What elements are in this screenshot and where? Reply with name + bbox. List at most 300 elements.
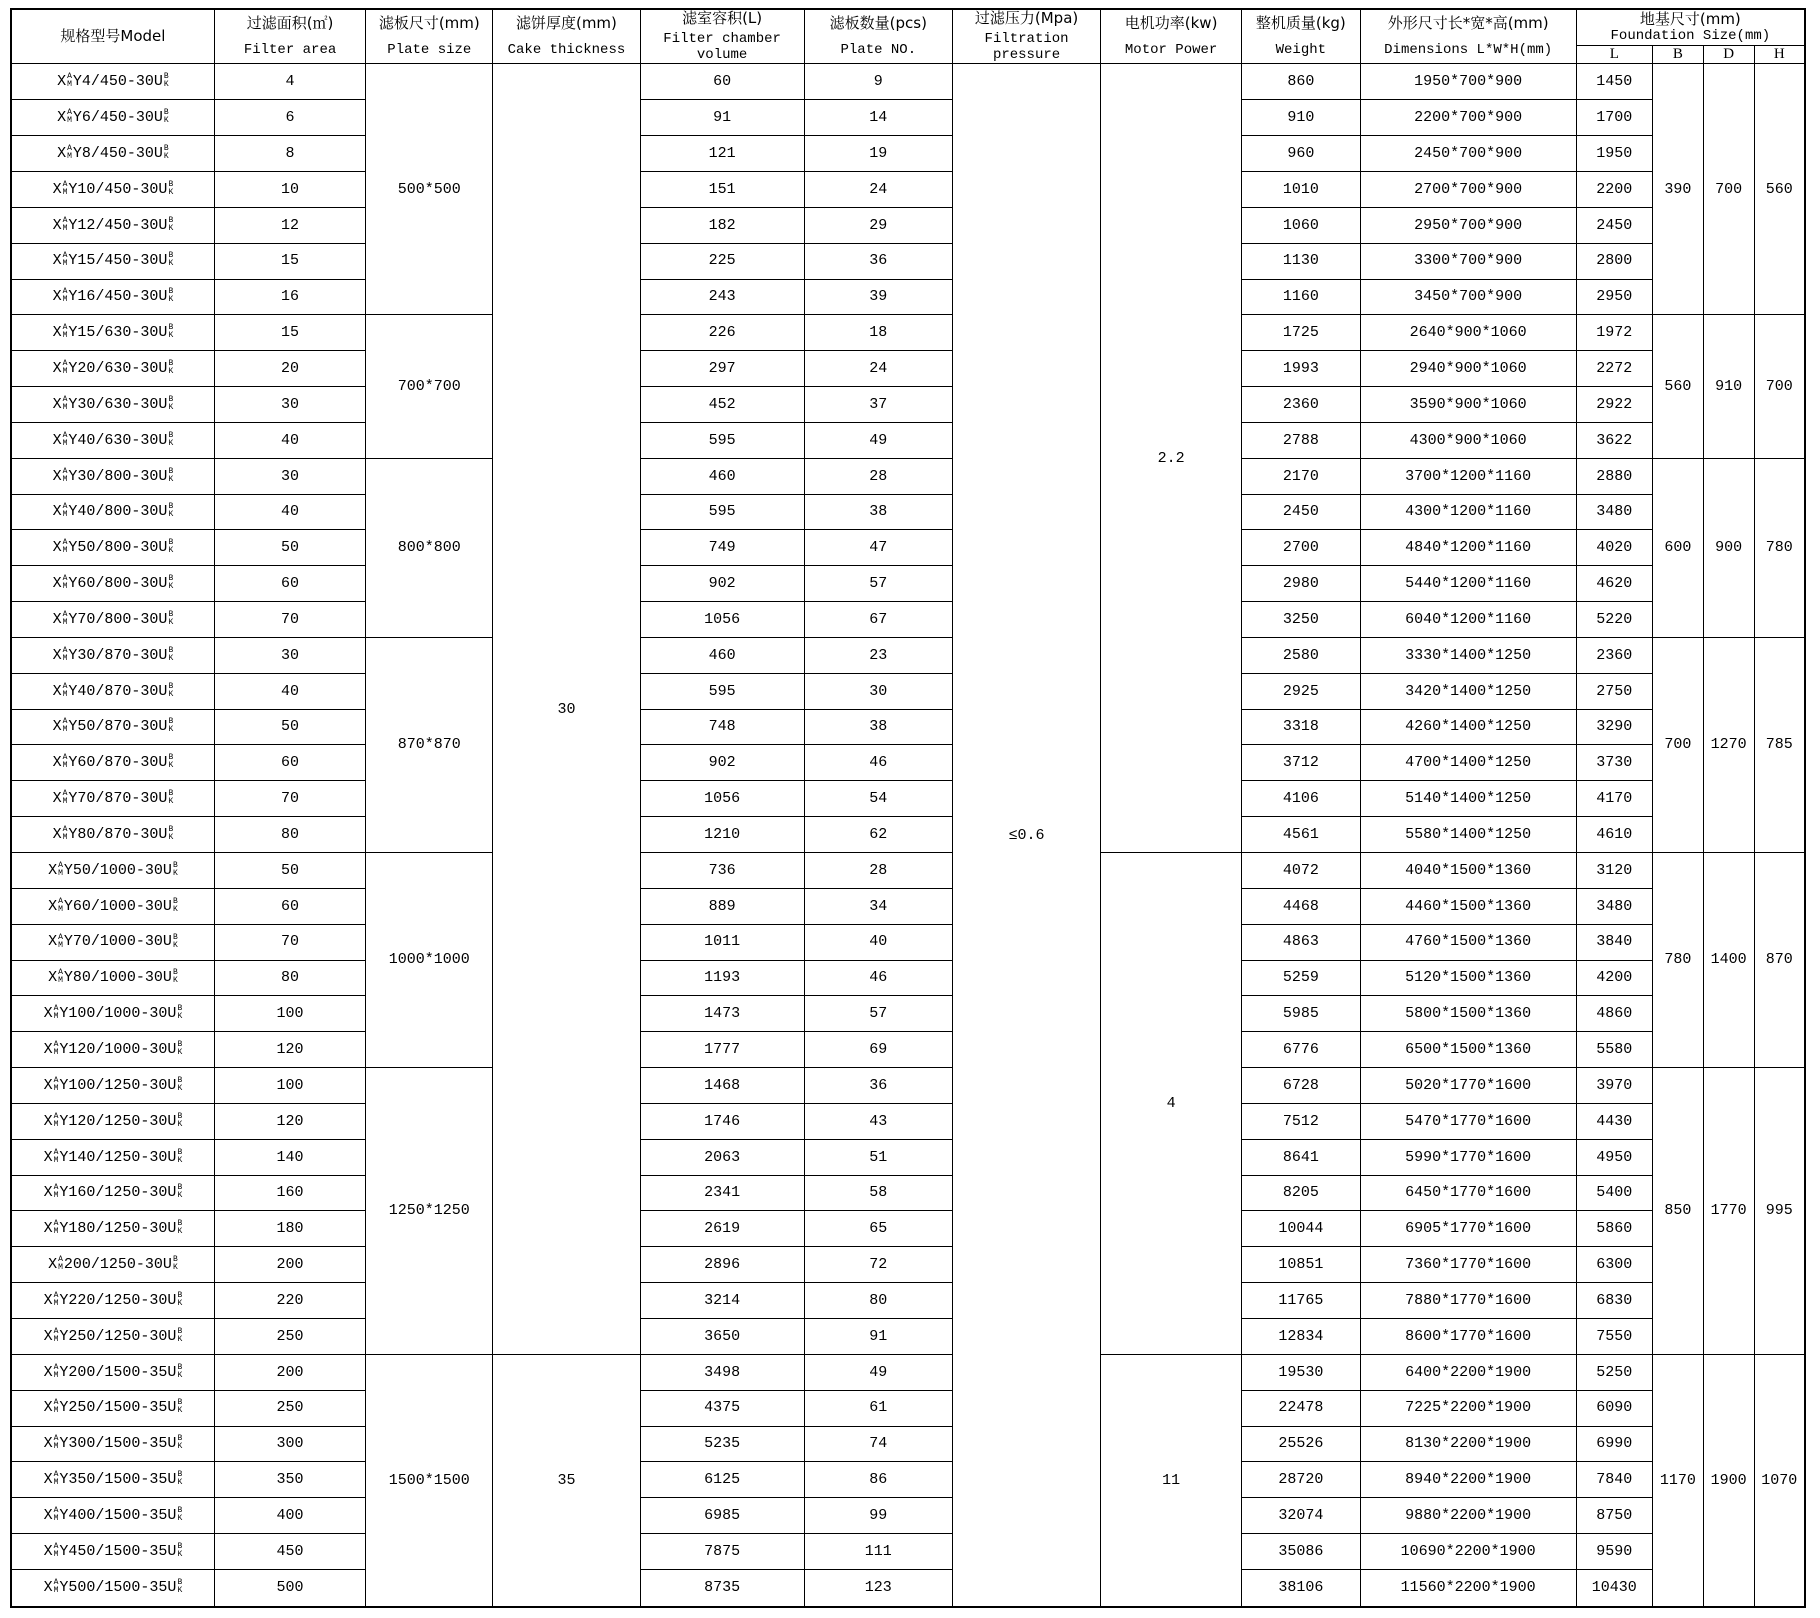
cell-filter-area: 6	[214, 100, 365, 136]
model-variant-stack: A M	[62, 179, 68, 197]
cell-foundation-d: 910	[1703, 315, 1754, 458]
model-prefix: X	[48, 861, 58, 879]
model-variant-stack: A M	[53, 1578, 59, 1596]
cell-foundation-l: 4950	[1576, 1139, 1652, 1175]
table-row	[11, 207, 1805, 243]
model-code: Y40/870-30U	[68, 682, 168, 700]
cell-model	[11, 1534, 214, 1570]
cell-chamber-volume: 5235	[640, 1426, 804, 1462]
model-code: Y500/1500-35U	[59, 1579, 177, 1597]
model-prefix: X	[57, 144, 67, 162]
table-row	[11, 171, 1805, 207]
model-code: 200/1250-30U	[63, 1256, 172, 1274]
cell-chamber-volume: 1011	[640, 924, 804, 960]
cell-weight: 2450	[1242, 494, 1361, 530]
cell-foundation-l: 2272	[1576, 351, 1652, 387]
model-suffix-stack: B K	[168, 753, 174, 771]
cell-foundation-h: 1070	[1754, 1354, 1805, 1607]
cell-weight: 1060	[1242, 207, 1361, 243]
model-variant-stack: A M	[62, 394, 68, 412]
cell-foundation-d: 900	[1703, 458, 1754, 637]
cell-filter-area: 30	[214, 458, 365, 494]
cell-filtration-pressure: ≤0.6	[952, 64, 1100, 1607]
table-row	[11, 1534, 1805, 1570]
cell-foundation-h: 560	[1754, 64, 1805, 315]
model-suffix-stack: B K	[177, 1506, 183, 1524]
model-prefix: X	[52, 503, 62, 521]
cell-plate-no: 28	[804, 853, 952, 889]
model-code: Y40/800-30U	[68, 503, 168, 521]
cell-weight: 4561	[1242, 817, 1361, 853]
cell-plate-no: 47	[804, 530, 952, 566]
cell-dimensions: 2700*700*900	[1360, 171, 1576, 207]
cell-plate-no: 57	[804, 996, 952, 1032]
cell-plate-no: 80	[804, 1283, 952, 1319]
table-row	[11, 960, 1805, 996]
model-variant-stack: A M	[58, 968, 63, 986]
model-prefix: X	[43, 1435, 53, 1453]
model-code: Y180/1250-30U	[59, 1220, 177, 1238]
cell-chamber-volume: 748	[640, 709, 804, 745]
cell-chamber-volume: 8735	[640, 1569, 804, 1606]
cell-dimensions: 5580*1400*1250	[1360, 817, 1576, 853]
cell-model	[11, 924, 214, 960]
cell-foundation-l: 2950	[1576, 279, 1652, 315]
cell-foundation-h: 785	[1754, 637, 1805, 852]
model-code: Y15/630-30U	[68, 324, 168, 342]
cell-plate-no: 57	[804, 566, 952, 602]
cell-filter-area: 60	[214, 745, 365, 781]
model-code: Y40/630-30U	[68, 431, 168, 449]
cell-filter-area: 500	[214, 1569, 365, 1606]
model-prefix: X	[52, 646, 62, 664]
header-pressure	[952, 9, 1100, 64]
cell-plate-no: 49	[804, 1354, 952, 1390]
cell-foundation-b: 600	[1652, 458, 1703, 637]
model-code: Y8/450-30U	[72, 144, 163, 162]
cell-filter-area: 160	[214, 1175, 365, 1211]
cell-model	[11, 566, 214, 602]
model-prefix: X	[43, 1399, 53, 1417]
cell-chamber-volume: 151	[640, 171, 804, 207]
cell-model	[11, 1498, 214, 1534]
model-variant-stack: A M	[58, 1255, 63, 1273]
model-variant-stack: A M	[67, 108, 72, 126]
cell-dimensions: 7225*2200*1900	[1360, 1390, 1576, 1426]
table-row	[11, 64, 1805, 100]
model-prefix: X	[43, 1579, 53, 1597]
cell-chamber-volume: 736	[640, 853, 804, 889]
cell-plate-no: 67	[804, 602, 952, 638]
model-variant-stack: A M	[53, 1111, 59, 1129]
cell-weight: 35086	[1242, 1534, 1361, 1570]
header-chamber-volume-cn: 滤室容积(L)	[682, 9, 763, 27]
header-cake-thickness-cn: 滤饼厚度(mm)	[515, 14, 617, 33]
cell-foundation-l: 3970	[1576, 1068, 1652, 1104]
model-variant-stack: A M	[62, 538, 68, 556]
cell-foundation-l: 4860	[1576, 996, 1652, 1032]
model-code: Y100/1000-30U	[59, 1005, 177, 1023]
cell-chamber-volume: 121	[640, 136, 804, 172]
model-code: Y60/1000-30U	[63, 897, 172, 915]
model-variant-stack: A M	[53, 1147, 59, 1165]
model-variant-stack: A M	[53, 1506, 59, 1524]
cell-chamber-volume: 1210	[640, 817, 804, 853]
cell-foundation-l: 5400	[1576, 1175, 1652, 1211]
cell-filter-area: 50	[214, 530, 365, 566]
cell-model	[11, 351, 214, 387]
model-code: Y15/450-30U	[68, 252, 168, 270]
model-variant-stack: A M	[62, 824, 68, 842]
cell-plate-no: 62	[804, 817, 952, 853]
cell-plate-no: 69	[804, 1032, 952, 1068]
model-prefix: X	[52, 395, 62, 413]
cell-model	[11, 709, 214, 745]
cell-model	[11, 960, 214, 996]
table-row	[11, 924, 1805, 960]
cell-dimensions: 5140*1400*1250	[1360, 781, 1576, 817]
cell-plate-no: 28	[804, 458, 952, 494]
model-suffix-stack: B K	[168, 645, 174, 663]
model-suffix-stack: B K	[168, 681, 174, 699]
model-code: Y300/1500-35U	[59, 1435, 177, 1453]
table-row	[11, 745, 1805, 781]
cell-plate-no: 14	[804, 100, 952, 136]
cell-chamber-volume: 749	[640, 530, 804, 566]
model-code: Y200/1500-35U	[59, 1363, 177, 1381]
model-code: Y10/450-30U	[68, 180, 168, 198]
cell-foundation-l: 5860	[1576, 1211, 1652, 1247]
cell-model	[11, 1247, 214, 1283]
model-suffix-stack: B K	[177, 1111, 183, 1129]
table-row	[11, 279, 1805, 315]
model-suffix-stack: B K	[168, 430, 174, 448]
table-row	[11, 494, 1805, 530]
model-prefix: X	[43, 1542, 53, 1560]
cell-weight: 10851	[1242, 1247, 1361, 1283]
cell-weight: 3318	[1242, 709, 1361, 745]
model-prefix: X	[52, 252, 62, 270]
model-suffix-stack: B K	[172, 896, 178, 914]
cell-filter-area: 16	[214, 279, 365, 315]
model-suffix-stack: B K	[177, 1434, 183, 1452]
model-code: Y80/870-30U	[68, 825, 168, 843]
cell-foundation-l: 4430	[1576, 1103, 1652, 1139]
model-prefix: X	[43, 1184, 53, 1202]
model-variant-stack: A M	[62, 430, 68, 448]
model-variant-stack: A M	[53, 1219, 59, 1237]
cell-filter-area: 50	[214, 853, 365, 889]
model-suffix-stack: B K	[168, 789, 174, 807]
cell-foundation-l: 5220	[1576, 602, 1652, 638]
cell-foundation-l: 9590	[1576, 1534, 1652, 1570]
header-foundation	[1576, 9, 1805, 45]
cell-model	[11, 136, 214, 172]
cell-model	[11, 1068, 214, 1104]
model-variant-stack: A M	[53, 1362, 59, 1380]
model-prefix: X	[52, 575, 62, 593]
model-suffix-stack: B K	[177, 1362, 183, 1380]
cell-foundation-l: 1450	[1576, 64, 1652, 100]
cell-motor-power: 11	[1101, 1354, 1242, 1607]
model-prefix: X	[52, 431, 62, 449]
model-suffix-stack: B K	[177, 1326, 183, 1344]
model-suffix-stack: B K	[172, 932, 178, 950]
cell-chamber-volume: 902	[640, 566, 804, 602]
cell-chamber-volume: 1468	[640, 1068, 804, 1104]
cell-foundation-l: 6990	[1576, 1426, 1652, 1462]
cell-chamber-volume: 1056	[640, 602, 804, 638]
model-prefix: X	[43, 1471, 53, 1489]
model-prefix: X	[43, 1327, 53, 1345]
model-suffix-stack: B K	[168, 215, 174, 233]
cell-dimensions: 3450*700*900	[1360, 279, 1576, 315]
cell-weight: 22478	[1242, 1390, 1361, 1426]
cell-plate-size: 1250*1250	[366, 1068, 493, 1355]
model-prefix: X	[52, 754, 62, 772]
cell-foundation-h: 780	[1754, 458, 1805, 637]
header-foundation-cn: 地基尺寸(mm)	[1639, 9, 1741, 28]
cell-weight: 2925	[1242, 673, 1361, 709]
cell-weight: 4468	[1242, 888, 1361, 924]
model-prefix: X	[52, 180, 62, 198]
model-prefix: X	[52, 682, 62, 700]
cell-dimensions: 4700*1400*1250	[1360, 745, 1576, 781]
cell-model	[11, 1426, 214, 1462]
cell-foundation-l: 6830	[1576, 1283, 1652, 1319]
header-plate-no	[804, 9, 952, 64]
cell-model	[11, 1283, 214, 1319]
cell-weight: 28720	[1242, 1462, 1361, 1498]
model-code: Y140/1250-30U	[59, 1148, 177, 1166]
model-suffix-stack: B K	[177, 1040, 183, 1058]
header-motor-power-cn: 电机功率(kw)	[1124, 14, 1218, 33]
model-variant-stack: A M	[53, 1470, 59, 1488]
cell-foundation-l: 3120	[1576, 853, 1652, 889]
table-row	[11, 1211, 1805, 1247]
header-motor-power	[1101, 9, 1242, 64]
cell-dimensions: 11560*2200*1900	[1360, 1569, 1576, 1606]
cell-foundation-d: 700	[1703, 64, 1754, 315]
cell-plate-no: 19	[804, 136, 952, 172]
header-weight-cn: 整机质量(kg)	[1255, 14, 1346, 33]
model-suffix-stack: B K	[172, 1255, 178, 1273]
cell-plate-size: 870*870	[366, 637, 493, 852]
cell-plate-no: 40	[804, 924, 952, 960]
cell-weight: 11765	[1242, 1283, 1361, 1319]
cell-model	[11, 279, 214, 315]
cell-plate-no: 72	[804, 1247, 952, 1283]
cell-model	[11, 1139, 214, 1175]
model-variant-stack: A M	[67, 143, 72, 161]
model-code: Y6/450-30U	[72, 109, 163, 127]
cell-foundation-h: 700	[1754, 315, 1805, 458]
cell-model	[11, 888, 214, 924]
model-prefix: X	[57, 73, 67, 91]
cell-model	[11, 853, 214, 889]
cell-weight: 2580	[1242, 637, 1361, 673]
header-foundation-h: H	[1754, 45, 1805, 64]
cell-weight: 860	[1242, 64, 1361, 100]
cell-foundation-b: 390	[1652, 64, 1703, 315]
header-filter-area-en: Filter area	[243, 42, 337, 59]
cell-foundation-l: 2922	[1576, 387, 1652, 423]
table-row	[11, 1139, 1805, 1175]
cell-dimensions: 3420*1400*1250	[1360, 673, 1576, 709]
cell-filter-area: 80	[214, 817, 365, 853]
cell-dimensions: 5440*1200*1160	[1360, 566, 1576, 602]
cell-filter-area: 100	[214, 1068, 365, 1104]
table-row	[11, 1175, 1805, 1211]
model-variant-stack: A M	[62, 574, 68, 592]
cell-filter-area: 40	[214, 494, 365, 530]
cell-foundation-b: 1170	[1652, 1354, 1703, 1607]
cell-dimensions: 2950*700*900	[1360, 207, 1576, 243]
cell-foundation-d: 1400	[1703, 853, 1754, 1068]
model-suffix-stack: B K	[177, 1183, 183, 1201]
cell-chamber-volume: 2063	[640, 1139, 804, 1175]
table-row	[11, 1498, 1805, 1534]
model-suffix-stack: B K	[177, 1004, 183, 1022]
model-suffix-stack: B K	[177, 1541, 183, 1559]
model-variant-stack: A M	[53, 1398, 59, 1416]
model-suffix-stack: B K	[168, 251, 174, 269]
cell-dimensions: 1950*700*900	[1360, 64, 1576, 100]
model-prefix: X	[43, 1041, 53, 1059]
model-variant-stack: A M	[58, 932, 63, 950]
cell-filter-area: 250	[214, 1390, 365, 1426]
cell-foundation-l: 4200	[1576, 960, 1652, 996]
cell-plate-size: 1000*1000	[366, 853, 493, 1068]
table-body	[11, 64, 1805, 1607]
model-suffix-stack: B K	[163, 72, 169, 90]
cell-dimensions: 8940*2200*1900	[1360, 1462, 1576, 1498]
cell-foundation-b: 780	[1652, 853, 1703, 1068]
cell-weight: 38106	[1242, 1569, 1361, 1606]
model-code: Y160/1250-30U	[59, 1184, 177, 1202]
table-row	[11, 422, 1805, 458]
table-row	[11, 781, 1805, 817]
header-dimensions-en: Dimensions L*W*H(mm)	[1384, 42, 1553, 59]
table-row	[11, 1354, 1805, 1390]
cell-model	[11, 422, 214, 458]
header-row	[11, 9, 1805, 45]
model-prefix: X	[48, 933, 58, 951]
cell-model	[11, 100, 214, 136]
model-suffix-stack: B K	[168, 394, 174, 412]
cell-foundation-l: 5580	[1576, 1032, 1652, 1068]
cell-plate-no: 34	[804, 888, 952, 924]
table-row	[11, 996, 1805, 1032]
cell-dimensions: 5990*1770*1600	[1360, 1139, 1576, 1175]
cell-chamber-volume: 6985	[640, 1498, 804, 1534]
header-model-cn: 规格型号Model	[60, 27, 166, 46]
cell-foundation-h: 995	[1754, 1068, 1805, 1355]
model-variant-stack: A M	[53, 1183, 59, 1201]
table-row	[11, 1068, 1805, 1104]
cell-weight: 910	[1242, 100, 1361, 136]
cell-dimensions: 2200*700*900	[1360, 100, 1576, 136]
header-weight	[1242, 9, 1361, 64]
cell-model	[11, 315, 214, 351]
model-code: Y80/1000-30U	[63, 969, 172, 987]
header-pressure-cn: 过滤压力(Mpa)	[974, 9, 1079, 27]
cell-plate-no: 43	[804, 1103, 952, 1139]
table-row	[11, 530, 1805, 566]
model-code: Y60/800-30U	[68, 575, 168, 593]
cell-filter-area: 120	[214, 1032, 365, 1068]
table-row	[11, 1032, 1805, 1068]
table-row	[11, 315, 1805, 351]
cell-foundation-l: 8750	[1576, 1498, 1652, 1534]
table-row	[11, 1103, 1805, 1139]
cell-weight: 3712	[1242, 745, 1361, 781]
cell-model	[11, 781, 214, 817]
cell-plate-no: 61	[804, 1390, 952, 1426]
model-variant-stack: A M	[62, 789, 68, 807]
table-row	[11, 1283, 1805, 1319]
model-variant-stack: A M	[53, 1290, 59, 1308]
cell-model	[11, 171, 214, 207]
specification-table	[10, 8, 1806, 1608]
model-variant-stack: A M	[62, 215, 68, 233]
cell-weight: 1130	[1242, 243, 1361, 279]
table-row	[11, 888, 1805, 924]
table-row	[11, 709, 1805, 745]
cell-weight: 2700	[1242, 530, 1361, 566]
cell-model	[11, 1032, 214, 1068]
model-prefix: X	[52, 216, 62, 234]
cell-model	[11, 1318, 214, 1354]
cell-filter-area: 40	[214, 422, 365, 458]
cell-plate-no: 18	[804, 315, 952, 351]
cell-model	[11, 1103, 214, 1139]
model-variant-stack: A M	[62, 287, 68, 305]
cell-plate-size: 800*800	[366, 458, 493, 637]
cell-filter-area: 10	[214, 171, 365, 207]
cell-foundation-l: 3480	[1576, 494, 1652, 530]
model-code: Y120/1000-30U	[59, 1041, 177, 1059]
model-suffix-stack: B K	[168, 359, 174, 377]
model-variant-stack: A M	[62, 753, 68, 771]
cell-filter-area: 20	[214, 351, 365, 387]
model-prefix: X	[48, 1256, 58, 1274]
model-prefix: X	[52, 288, 62, 306]
cell-foundation-l: 3840	[1576, 924, 1652, 960]
model-prefix: X	[43, 1112, 53, 1130]
cell-plate-no: 54	[804, 781, 952, 817]
model-code: Y30/630-30U	[68, 395, 168, 413]
model-suffix-stack: B K	[177, 1578, 183, 1596]
cell-model	[11, 207, 214, 243]
cell-chamber-volume: 2896	[640, 1247, 804, 1283]
model-suffix-stack: B K	[177, 1398, 183, 1416]
cell-plate-no: 30	[804, 673, 952, 709]
model-code: Y70/870-30U	[68, 790, 168, 808]
model-prefix: X	[43, 1076, 53, 1094]
cell-dimensions: 4840*1200*1160	[1360, 530, 1576, 566]
model-code: Y20/630-30U	[68, 359, 168, 377]
cell-cake-thickness: 35	[493, 1354, 640, 1607]
cell-weight: 2788	[1242, 422, 1361, 458]
cell-filter-area: 30	[214, 637, 365, 673]
cell-plate-no: 23	[804, 637, 952, 673]
cell-filter-area: 12	[214, 207, 365, 243]
cell-foundation-d: 1770	[1703, 1068, 1754, 1355]
header-plate-size-en: Plate size	[387, 42, 472, 59]
cell-foundation-l: 6090	[1576, 1390, 1652, 1426]
cell-dimensions: 4300*1200*1160	[1360, 494, 1576, 530]
